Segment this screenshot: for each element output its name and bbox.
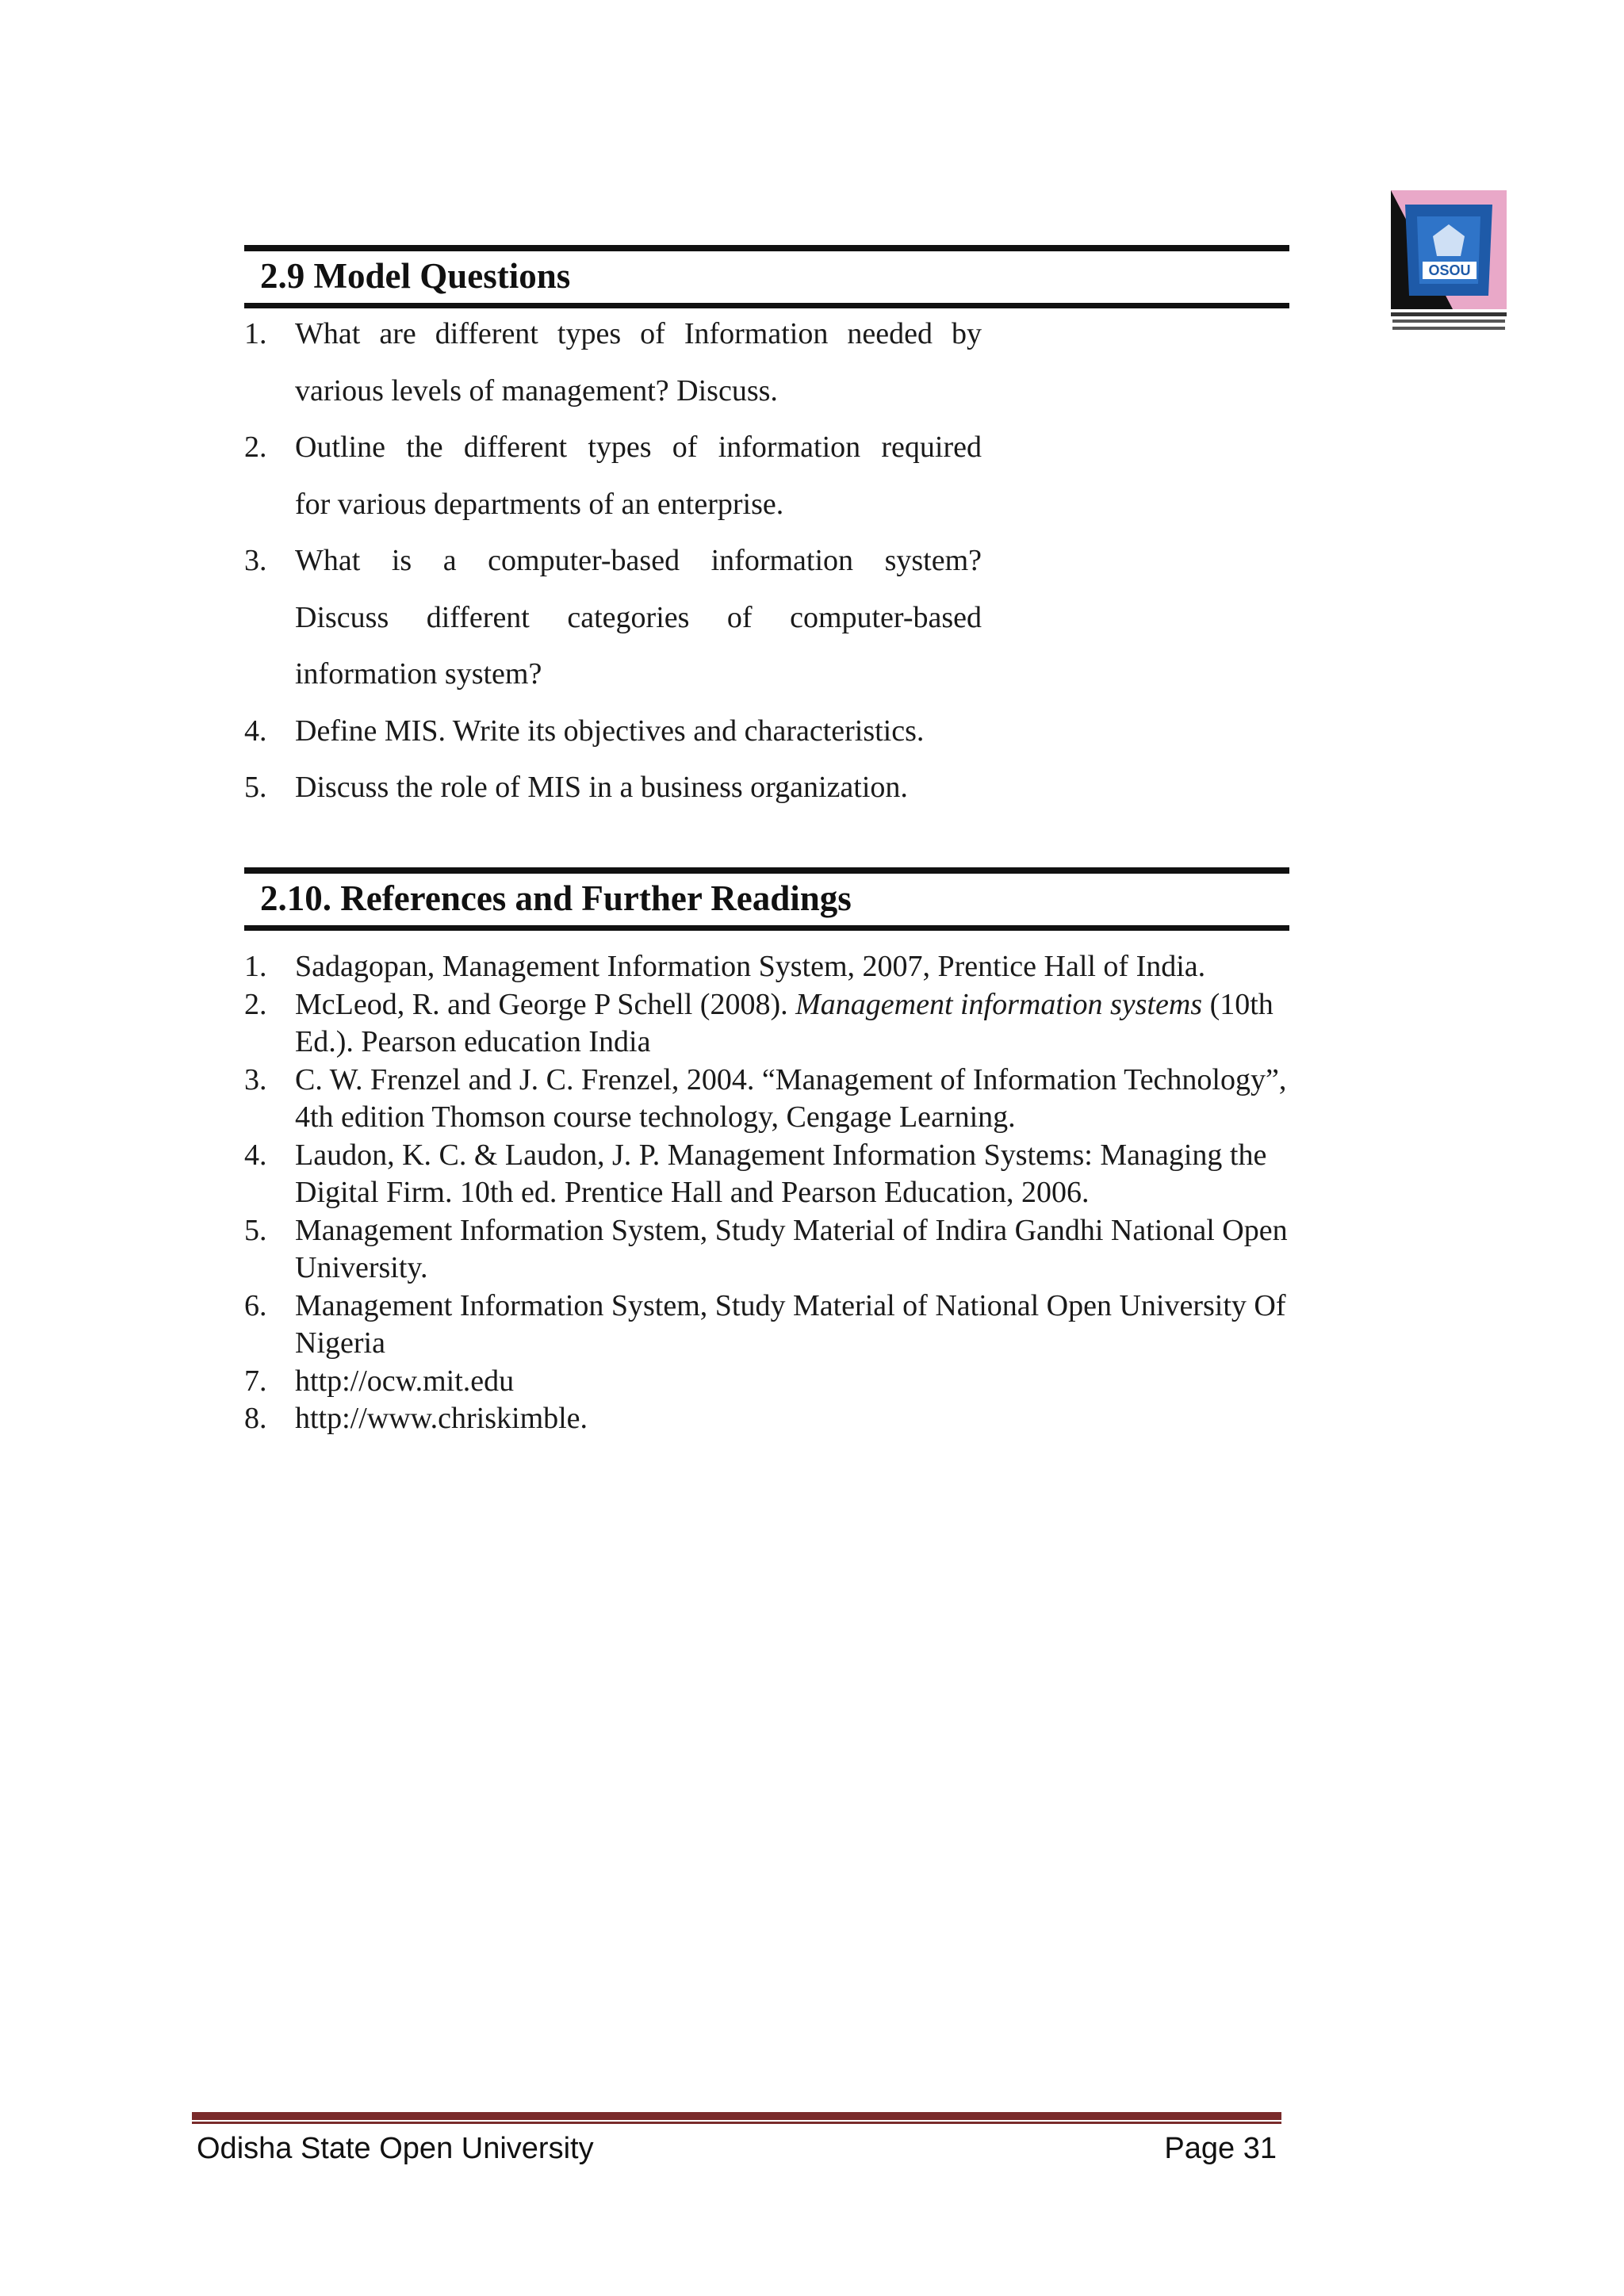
list-item (244, 948, 1307, 986)
model-questions-list (244, 306, 982, 817)
list-item (244, 1212, 1307, 1288)
list-item (244, 1137, 1307, 1212)
reference-link[interactable]: http://ocw.mit.edu (295, 1364, 515, 1398)
question-line: What is a computer-based information system? (295, 544, 982, 577)
question-line: information system? (295, 657, 542, 691)
item-number: 8. (244, 1402, 267, 1435)
section-header-references (244, 867, 1289, 931)
reference-text: Management Information System, Study Material of National Open University Of Nigeria (295, 1288, 1286, 1360)
list-item (244, 306, 982, 419)
item-number: 5. (244, 1213, 267, 1247)
item-number: 6. (244, 1288, 267, 1322)
list-item (244, 760, 982, 817)
section-header-model-questions (244, 245, 1289, 308)
item-number: 7. (244, 1364, 267, 1398)
list-item (244, 1363, 1307, 1401)
reference-text: Laudon, K. C. & Laudon, J. P. Management Information Systems: Managing the Digital Firm. 10th ed. Prentice Hall and Pearson Education, 2006. (295, 1138, 1267, 1209)
list-item (244, 1062, 1307, 1137)
question-line: Define MIS. Write its objectives and characteristics. (295, 714, 925, 748)
item-number: 4. (244, 714, 267, 748)
item-number: 4. (244, 1138, 267, 1172)
references-list (244, 948, 1307, 1438)
footer-page-number: Page 31 (1164, 2132, 1277, 2165)
list-item (244, 419, 982, 533)
question-line: for various departments of an enterprise. (295, 487, 784, 521)
list-item (244, 986, 1307, 1062)
question-line: Outline the different types of information required (295, 430, 982, 464)
university-logo (1389, 189, 1508, 336)
list-item (244, 1288, 1307, 1363)
footer-divider (192, 2112, 1281, 2120)
item-number: 3. (244, 1062, 267, 1096)
reference-link[interactable]: http://www.chriskimble. (295, 1402, 588, 1435)
reference-text-post: (10th Ed.). Pearson education India (295, 987, 1274, 1058)
item-number: 3. (244, 544, 267, 577)
section-title: 2.9 Model Questions (260, 256, 571, 296)
list-item (244, 1400, 1307, 1438)
reference-text: C. W. Frenzel and J. C. Frenzel, 2004. “Management of Information Technology”, 4th edition Thomson course technology, Cengage Learning. (295, 1062, 1287, 1134)
question-line: various levels of management? Discuss. (295, 373, 778, 408)
list-item (244, 533, 982, 703)
list-item (244, 703, 982, 760)
reference-text-pre: McLeod, R. and George P Schell (2008). (295, 987, 796, 1021)
footer-divider-thin (192, 2122, 1281, 2124)
item-number: 1. (244, 950, 267, 983)
osou-emblem-icon (1389, 189, 1508, 336)
section-title: 2.10. References and Further Readings (260, 878, 852, 918)
item-number: 5. (244, 771, 267, 804)
reference-text: Management Information System, Study Material of Indira Gandhi National Open University. (295, 1213, 1288, 1284)
reference-title-italic: Management information systems (795, 987, 1203, 1021)
item-number: 2. (244, 430, 267, 464)
svg-text:OSOU: OSOU (1428, 262, 1471, 278)
question-line: Discuss the role of MIS in a business organization. (295, 771, 908, 804)
footer-university-name: Odisha State Open University (197, 2132, 594, 2165)
reference-text: Sadagopan, Management Information System, 2007, Prentice Hall of India. (295, 950, 1206, 983)
question-line: What are different types of Information needed by (295, 317, 982, 350)
question-line: Discuss different categories of computer-based (295, 600, 982, 634)
item-number: 1. (244, 317, 267, 350)
item-number: 2. (244, 987, 267, 1021)
